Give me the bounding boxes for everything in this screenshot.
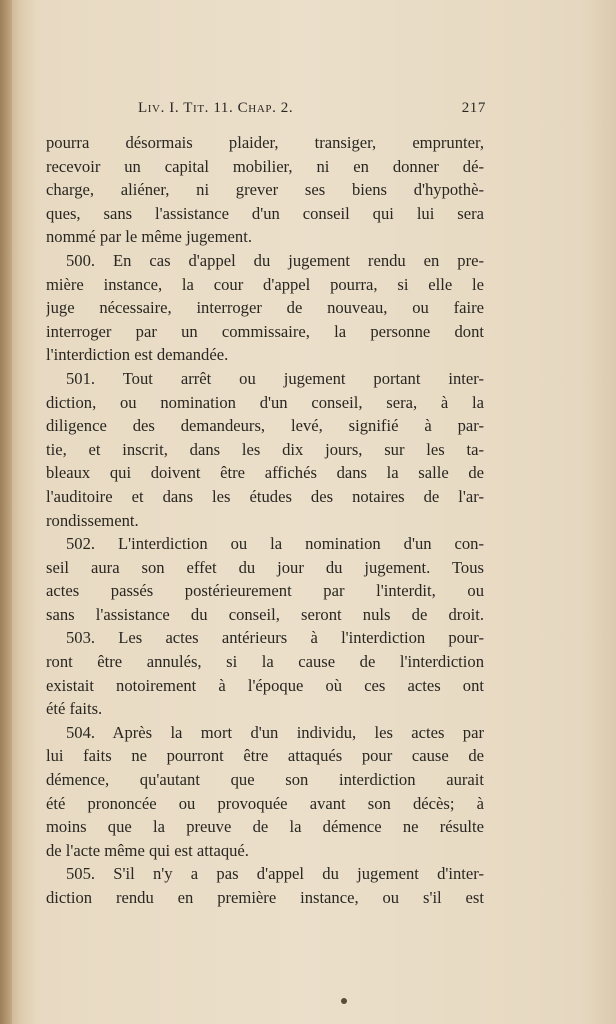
text-line: démence, qu'autant que son interdiction aurait bbox=[46, 770, 484, 790]
text-line: 503. Les actes antérieurs à l'interdiction pour- bbox=[66, 628, 484, 648]
text-line: recevoir un capital mobilier, ni en donner dé- bbox=[46, 156, 484, 176]
ink-speck bbox=[341, 998, 347, 1004]
text-line: l'interdiction est demandée. bbox=[46, 345, 229, 365]
text-line: mière instance, la cour d'appel pourra, si elle le bbox=[46, 274, 484, 294]
text-line: sans l'assistance du conseil, seront nuls de droit. bbox=[46, 604, 484, 624]
text-line: tie, et inscrit, dans les dix jours, sur les ta- bbox=[46, 439, 484, 459]
text-line: actes passés postérieurement par l'interdit, ou bbox=[46, 581, 484, 601]
text-line: diligence des demandeurs, levé, signifié à par- bbox=[46, 416, 484, 436]
text-line: nommé par le même jugement. bbox=[46, 227, 252, 247]
text-line: existait notoirement à l'époque où ces actes ont bbox=[46, 675, 484, 695]
text-line: lui faits ne pourront être attaqués pour cause de bbox=[46, 746, 484, 766]
text-line: charge, aliéner, ni grever ses biens d'hypothè- bbox=[46, 180, 484, 200]
text-line: interroger par un commissaire, la personne dont bbox=[46, 321, 484, 341]
text-line: moins que la preuve de la démence ne résulte bbox=[46, 817, 484, 837]
page-number: 217 bbox=[461, 100, 486, 116]
text-line: 505. S'il n'y a pas d'appel du jugement d'inter- bbox=[66, 864, 484, 884]
text-line: 502. L'interdiction ou la nomination d'un con- bbox=[66, 534, 484, 554]
text-line: ques, sans l'assistance d'un conseil qui lui sera bbox=[46, 203, 484, 223]
text-line: ront être annulés, si la cause de l'interdiction bbox=[46, 652, 484, 672]
running-head bbox=[46, 100, 486, 126]
text-line: rondissement. bbox=[46, 510, 139, 530]
text-line: bleaux qui doivent être affichés dans la salle de bbox=[46, 463, 484, 483]
text-line: été faits. bbox=[46, 699, 103, 719]
text-line: 504. Après la mort d'un individu, les actes par bbox=[66, 722, 484, 742]
running-head-title: Liv. I. Tit. 11. Chap. 2. bbox=[138, 100, 294, 116]
text-line: 500. En cas d'appel du jugement rendu en pre- bbox=[66, 250, 484, 270]
text-line: 501. Tout arrêt ou jugement portant inter- bbox=[66, 368, 484, 388]
body-text bbox=[46, 131, 484, 910]
text-line: de l'acte même qui est attaqué. bbox=[46, 840, 249, 860]
text-line: été prononcée ou provoquée avant son décès; à bbox=[46, 793, 484, 813]
text-line: diction rendu en première instance, ou s'il est bbox=[46, 888, 484, 907]
text-line: juge nécessaire, interroger de nouveau, ou faire bbox=[46, 298, 484, 318]
page-gutter-shadow bbox=[0, 0, 12, 1024]
text-line: pourra désormais plaider, transiger, emprunter, bbox=[46, 133, 484, 152]
text-line: diction, ou nomination d'un conseil, sera, à la bbox=[46, 392, 484, 412]
text-line: l'auditoire et dans les études des notaires de l'ar- bbox=[46, 486, 484, 506]
text-line: seil aura son effet du jour du jugement. Tous bbox=[46, 557, 484, 577]
